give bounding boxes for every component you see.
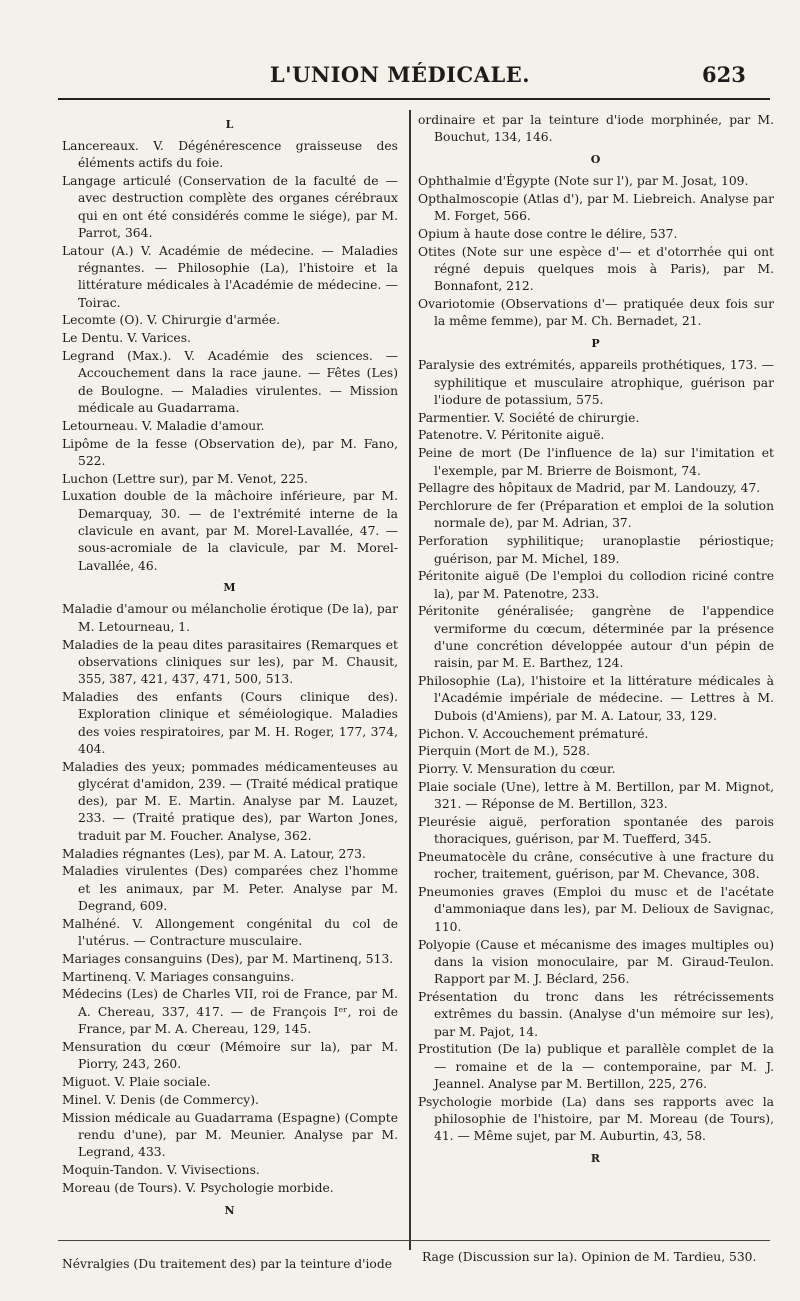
column-divider <box>409 110 411 1250</box>
index-entry: Legrand (Max.). V. Académie des sciences. — Accouchement dans la race jaune. — Fêtes (Les) de Boulogne. — Maladies virulentes. — Mission médicale au Guadarrama. <box>62 349 398 415</box>
running-head-title: L'UNION MÉDICALE. <box>269 62 531 87</box>
index-entry: Maladie d'amour ou mélancholie érotique (De la), par M. Letourneau, 1. <box>62 602 398 634</box>
index-entry: Philosophie (La), l'histoire et la littérature médicales à l'Académie impériale de médecine. — Lettres à M. Dubois (d'Amiens), par M. A. Latour, 33, 129. <box>418 674 774 723</box>
section-letter: N <box>224 1203 236 1217</box>
section-letter: O <box>590 153 602 167</box>
section-letter: M <box>223 581 237 595</box>
index-column-left <box>62 112 398 1224</box>
page-number: 623 <box>702 62 746 87</box>
index-entry: Médecins (Les) de Charles VII, roi de France, par M. A. Chereau, 337, 417. — de François Iᵉʳ, roi de France, par M. A. Chereau, 129, 145. <box>62 987 398 1037</box>
index-entry: Lipôme de la fesse (Observation de), par M. Fano, 522. <box>62 436 398 468</box>
index-entry: Langage articulé (Conservation de la faculté de — avec destruction complète des organes cérébraux qui en ont été considérés comme le siége), par M. Parrot, 364. <box>62 174 398 240</box>
section-letter: L <box>225 118 235 131</box>
index-entry: Plaie sociale (Une), lettre à M. Bertillon, par M. Mignot, 321. — Réponse de M. Bertillon, 323. <box>418 779 774 812</box>
index-entry: Maladies des yeux; pommades médicamenteuses au glycérat d'amidon, 239. — (Traité médical pratique des), par M. E. Martin. Analyse par M. Lauzet, 233. — (Traité pratique des), par Warton Jones, traduit par M. Foucher. Analyse, 362. <box>62 759 398 843</box>
index-entry: Mariages consanguins (Des), par M. Martinenq, 513. <box>62 951 394 966</box>
index-entry: Parmentier. V. Société de chirurgie. <box>418 410 640 425</box>
index-entry: Péritonite généralisée; gangrène de l'appendice vermiforme du cœcum, déterminée par la présence d'une concrétion développée autour d'un pépin de raisin, par M. E. Barthez, 124. <box>418 604 774 671</box>
index-entry: Opthalmoscopie (Atlas d'), par M. Liebreich. Analyse par M. Forget, 566. <box>418 191 774 224</box>
index-entry: Martinenq. V. Mariages consanguins. <box>62 969 295 984</box>
index-entry: Ophthalmie d'Égypte (Note sur l'), par M. Josat, 109. <box>418 174 749 189</box>
index-entry: Pichon. V. Accouchement prématuré. <box>418 726 649 741</box>
index-entry: Maladies virulentes (Des) comparées chez l'homme et les animaux, par M. Peter. Analyse par M. Degrand, 609. <box>62 864 398 913</box>
index-entry: Maladies de la peau dites parasitaires (Remarques et observations cliniques sur les), par M. Chausit, 355, 387, 421, 437, 471, 500, 513. <box>62 637 398 687</box>
index-entry: Prostitution (De la) publique et parallèle complet de la — romaine et de la — contemporaine, par M. J. Jeannel. Analyse par M. Bertillon, 225, 276. <box>418 1042 774 1091</box>
index-entry: Latour (A.) V. Académie de médecine. — Maladies régnantes. — Philosophie (La), l'histoire et la littérature médicales à l'Académie de médecine. — Toirac. <box>62 243 398 310</box>
section-letter: P <box>591 337 601 351</box>
index-entry: Luchon (Lettre sur), par M. Venot, 225. <box>62 471 308 486</box>
index-entry: Maladies régnantes (Les), par M. A. Latour, 273. <box>62 846 366 861</box>
catchline-right: Rage (Discussion sur la). Opinion de M. Tardieu, 530. <box>422 1250 757 1264</box>
index-entry: Présentation du tronc dans les rétrécissements extrêmes du bassin. (Analyse d'un mémoire sur les), par M. Pajot, 14. <box>418 989 774 1039</box>
index-entry: Maladies des enfants (Cours clinique des). Exploration clinique et séméiologique. Maladies des voies respiratoires, par M. H. Roger, 177, 374, 404. <box>62 689 398 756</box>
index-entry: Pneumonies graves (Emploi du musc et de l'acétate d'ammoniaque dans les), par M. Delioux de Savignac, 110. <box>418 885 774 934</box>
index-entry: Pierquin (Mort de M.), 528. <box>418 744 590 759</box>
index-entry: Psychologie morbide (La) dans ses rapports avec la philosophie de l'histoire, par M. Moreau (de Tours), 41. — Même sujet, par M. Auburtin, 43, 58. <box>418 1094 774 1144</box>
index-entry: Piorry. V. Mensuration du cœur. <box>418 762 616 777</box>
index-entry: Luxation double de la mâchoire inférieure, par M. Demarquay, 30. — de l'extrémité interne de la clavicule en avant, par M. Morel-Lavallée, 47. — sous-acromiale de la clavicule, par M. Morel-Lavallée, 46. <box>62 489 398 573</box>
index-entry: Letourneau. V. Maladie d'amour. <box>62 418 265 433</box>
index-entry: Péritonite aiguë (De l'emploi du collodion riciné contre la), par M. Patenotre, 233. <box>418 569 774 601</box>
index-entry: Moquin-Tandon. V. Vivisections. <box>62 1162 260 1177</box>
index-entry: Minel. V. Denis (de Commercy). <box>62 1092 259 1107</box>
index-entry: Peine de mort (De l'influence de la) sur l'imitation et l'exemple, par M. Brierre de Boismont, 74. <box>418 446 774 478</box>
catchline-left: Névralgies (Du traitement des) par la teinture d'iode <box>62 1257 392 1271</box>
index-entry: Paralysie des extrémités, appareils prothétiques, 173. — syphilitique et musculaire atrophique, guérison par l'iodure de potassium, 575. <box>418 358 774 407</box>
index-entry: ordinaire et par la teinture d'iode morphinée, par M. Bouchut, 134, 146. <box>418 113 774 145</box>
index-entry: Lecomte (O). V. Chirurgie d'armée. <box>62 313 281 328</box>
index-entry: Opium à haute dose contre le délire, 537. <box>418 226 678 241</box>
index-entry: Pneumatocèle du crâne, consécutive à une fracture du rocher, traitement, guérison, par M. Chevance, 308. <box>418 850 774 882</box>
index-entry: Malhéné. V. Allongement congénital du col de l'utérus. — Contracture musculaire. <box>62 916 398 949</box>
index-column-right <box>418 112 774 1172</box>
index-entry: Mensuration du cœur (Mémoire sur la), par M. Piorry, 243, 260. <box>62 1039 398 1072</box>
index-entry: Patenotre. V. Péritonite aiguë. <box>418 428 605 443</box>
index-entry: Perforation syphilitique; uranoplastie périostique; guérison, par M. Michel, 189. <box>418 534 774 566</box>
index-entry: Moreau (de Tours). V. Psychologie morbide. <box>62 1180 334 1195</box>
index-entry: Otites (Note sur une espèce d'— et d'otorrhée qui ont régné depuis quelques mois à Paris), par M. Bonnafont, 212. <box>418 244 774 294</box>
section-letter: R <box>590 1152 602 1166</box>
index-entry: Miguot. V. Plaie sociale. <box>62 1074 211 1089</box>
index-entry: Polyopie (Cause et mécanisme des images multiples ou) dans la vision monoculaire, par M. Giraud-Teulon. Rapport par M. J. Béclard, 256. <box>418 937 774 987</box>
footer-rule <box>58 1240 770 1241</box>
index-entry: Pellagre des hôpitaux de Madrid, par M. Landouzy, 47. <box>418 481 761 496</box>
index-entry: Perchlorure de fer (Préparation et emploi de la solution normale de), par M. Adrian, 37. <box>418 499 774 531</box>
index-entry: Ovariotomie (Observations d'— pratiquée deux fois sur la même femme), par M. Ch. Bernadet, 21. <box>418 297 774 329</box>
header-rule <box>58 98 770 100</box>
index-entry: Le Dentu. V. Varices. <box>62 331 191 346</box>
index-entry: Pleurésie aiguë, perforation spontanée des parois thoraciques, guérison, par M. Tuefferd, 345. <box>418 814 774 847</box>
index-entry: Mission médicale au Guadarrama (Espagne) (Compte rendu d'une), par M. Meunier. Analyse par M. Legrand, 433. <box>62 1110 398 1160</box>
index-entry: Lancereaux. V. Dégénérescence graisseuse des éléments actifs du foie. <box>62 139 398 171</box>
